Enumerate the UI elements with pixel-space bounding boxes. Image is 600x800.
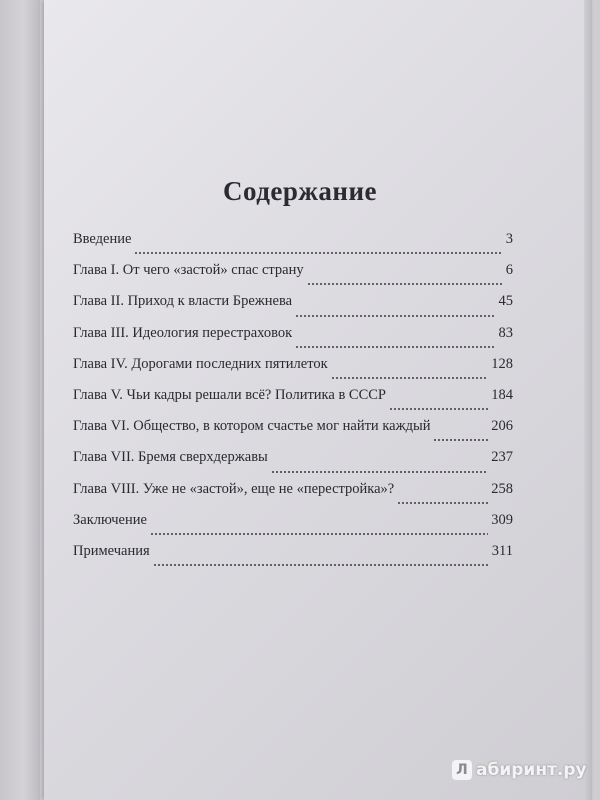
toc-leader-dots — [295, 315, 495, 317]
toc-page-number: 6 — [505, 262, 513, 279]
toc-leader-dots — [389, 408, 488, 410]
toc-page-number: 206 — [491, 418, 513, 435]
table-of-contents — [73, 231, 513, 574]
toc-page-number: 309 — [491, 511, 513, 528]
toc-row-chapter-8 — [73, 481, 513, 512]
toc-label: Глава VII. Бремя сверхдержавы — [73, 449, 268, 466]
toc-row-intro — [73, 231, 513, 262]
toc-leader-dots — [397, 502, 488, 504]
toc-page-number: 83 — [498, 324, 513, 341]
toc-page-number: 311 — [491, 542, 513, 559]
toc-label: Введение — [73, 231, 132, 247]
toc-leader-dots — [271, 471, 488, 473]
toc-page-number: 3 — [505, 231, 513, 247]
toc-leader-dots — [331, 377, 489, 379]
toc-label: Заключение — [73, 511, 147, 528]
toc-page-number: 45 — [498, 293, 513, 310]
labirint-logo-icon — [452, 760, 472, 780]
toc-row-chapter-3 — [73, 325, 513, 356]
toc-label: Глава VI. Общество, в котором счастье мог найти каждый — [73, 418, 431, 435]
toc-leader-dots — [307, 283, 503, 285]
toc-row-chapter-5 — [73, 387, 513, 418]
toc-label: Глава V. Чьи кадры решали всё? Политика в СССР — [73, 386, 386, 403]
toc-leader-dots — [433, 439, 488, 441]
toc-page-number: 184 — [491, 386, 513, 403]
toc-label: Глава II. Приход к власти Брежнева — [73, 293, 293, 310]
toc-row-notes — [73, 543, 513, 574]
toc-page-number: 128 — [491, 355, 513, 372]
page-edge — [584, 0, 592, 800]
toc-row-chapter-6 — [73, 418, 513, 449]
toc-row-chapter-7 — [73, 449, 513, 480]
background-surface — [0, 0, 40, 800]
watermark-text: абиринт.ру — [476, 760, 587, 780]
labirint-watermark — [452, 760, 587, 780]
toc-label: Глава VIII. Уже не «застой», еще не «перестройка»? — [73, 480, 395, 497]
toc-leader-dots — [150, 533, 488, 535]
toc-row-conclusion — [73, 512, 513, 543]
toc-label: Примечания — [73, 542, 150, 559]
toc-leader-dots — [295, 346, 495, 348]
toc-row-chapter-2 — [73, 293, 513, 324]
toc-row-chapter-4 — [73, 356, 513, 387]
toc-leader-dots — [134, 252, 502, 254]
toc-label: Глава I. От чего «застой» спас страну — [73, 262, 304, 279]
page-title: Содержание — [222, 176, 378, 206]
toc-label: Глава III. Идеология перестраховок — [73, 324, 293, 341]
toc-page-number: 237 — [491, 449, 513, 466]
toc-page-number: 258 — [491, 480, 513, 497]
logo-letter: Л — [456, 762, 468, 778]
toc-leader-dots — [153, 564, 489, 566]
toc-label: Глава IV. Дорогами последних пятилеток — [73, 355, 328, 372]
toc-row-chapter-1 — [73, 262, 513, 293]
